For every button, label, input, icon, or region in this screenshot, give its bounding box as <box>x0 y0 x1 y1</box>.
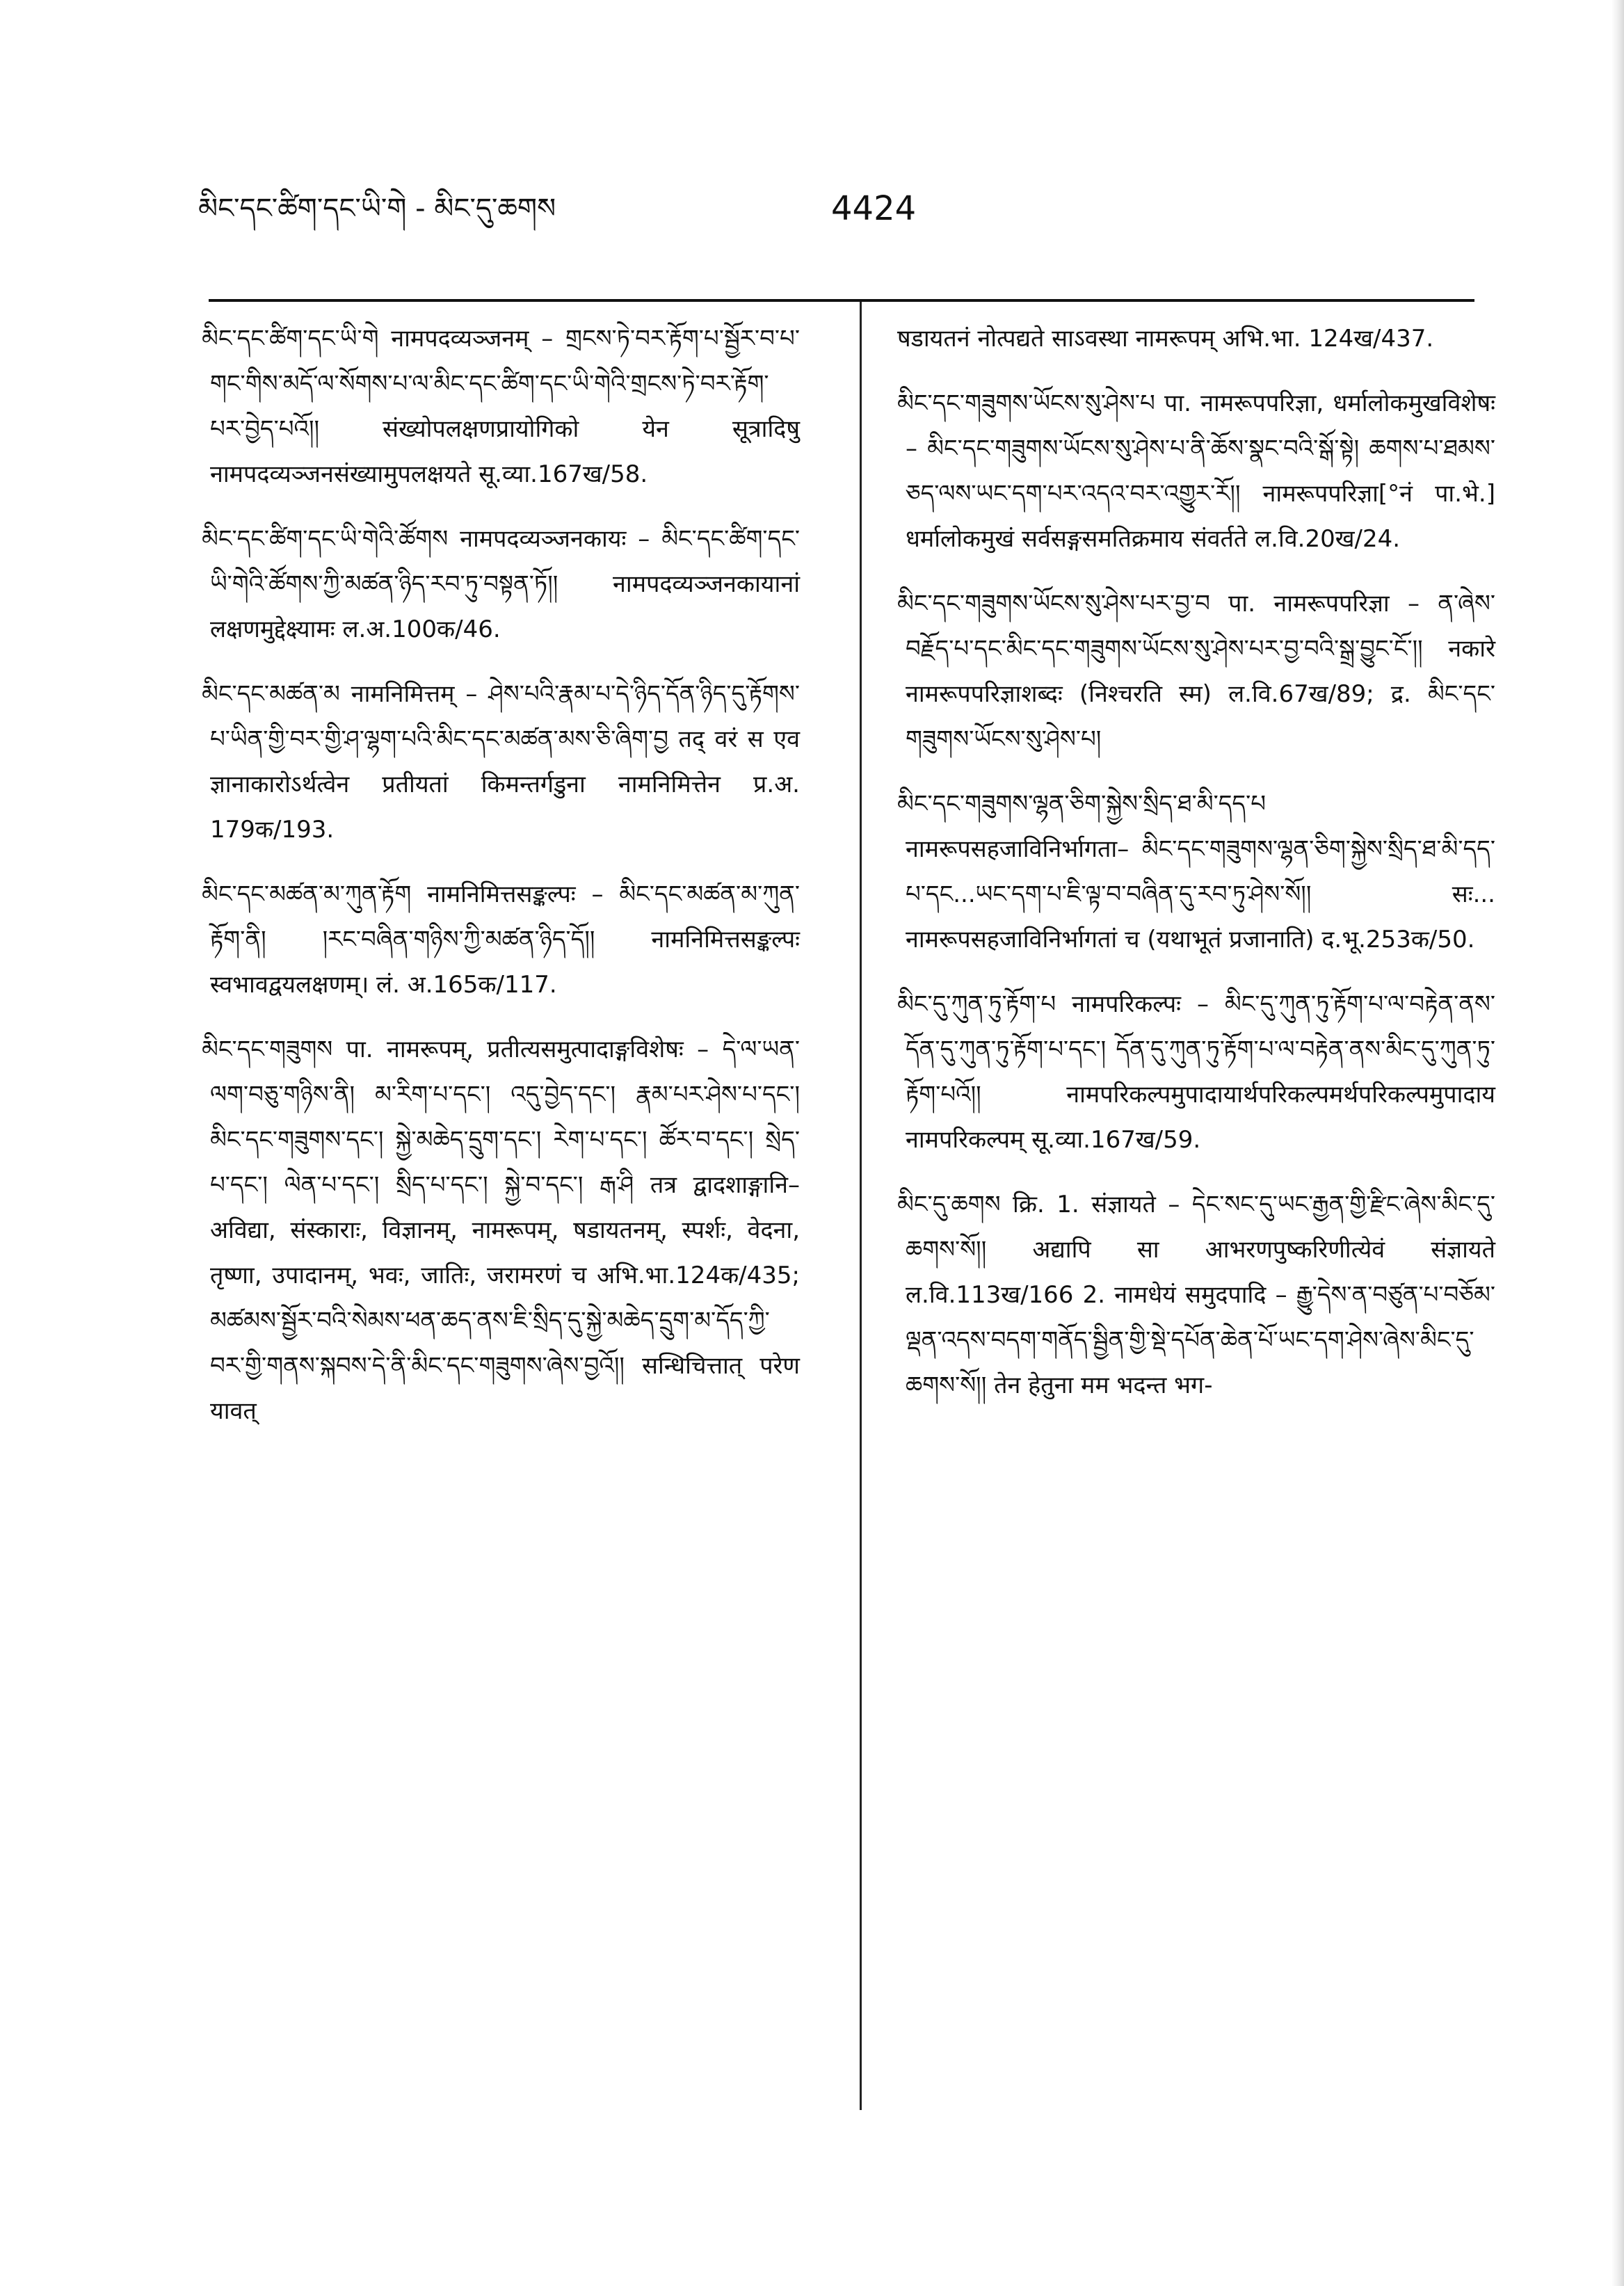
dictionary-entry: མིང་དང་ཚིག་དང་ཡི་གེ नामपदव्यञ्जनम् – གྲངས་ཏེ་བར་རྟོག་པ་སྦྱོར་བ་པ་གང་གིས་མདོ་ལ་སོགས་པ་ལ་མིང་དང་ཚིག་དང་ཡི་གེའི་གྲངས་ཏེ་བར་རྟོག་པར་བྱེད་པའོ།། संख्योपलक्षणप्रायोगिको येन सूत्रादिषु नामपदव्यञ्जनसंख्यामुपलक्षयते सू.व्या.167ख/58. <box>202 325 800 488</box>
page-number: 4424 <box>831 189 917 228</box>
column-divider <box>860 302 862 2110</box>
page-header <box>198 188 1471 243</box>
dictionary-entry: མིང་དང་གཟུགས་ཡོངས་སུ་ཤེས་པར་བྱ་བ पा. नामरूपपरिज्ञा – ན་ཞེས་བརྗོད་པ་དང་མིང་དང་གཟུགས་ཡོངས་སུ་ཤེས་པར་བྱ་བའི་སྒྲ་བྱུང་ངོ་།། नकारे नामरूपपरिज्ञाशब्दः (निश्चरति स्म) ल.वि.67ख/89; द्र. མིང་དང་གཟུགས་ཡོངས་སུ་ཤེས་པ། <box>897 590 1495 753</box>
dictionary-entry: མིང་དུ་ཀུན་ཏུ་རྟོག་པ नामपरिकल्पः – མིང་དུ་ཀུན་ཏུ་རྟོག་པ་ལ་བརྟེན་ནས་དོན་དུ་ཀུན་ཏུ་རྟོག་པ་དང་། དོན་དུ་ཀུན་ཏུ་རྟོག་པ་ལ་བརྟེན་ནས་མིང་དུ་ཀུན་ཏུ་རྟོག་པའོ།། नामपरिकल्पमुपादायार्थपरिकल्पमर्थपरिकल्पमुपादाय नामपरिकल्पम् सू.व्या.167ख/59. <box>897 990 1495 1154</box>
dictionary-entry: མིང་དང་གཟུགས पा. नामरूपम्, प्रतीत्यसमुत्पादाङ्गविशेषः – དེ་ལ་ཡན་ལག་བཅུ་གཉིས་ནི། མ་རིག་པ་དང་། འདུ་བྱེད་དང་། རྣམ་པར་ཤེས་པ་དང་། མིང་དང་གཟུགས་དང་། སྐྱེ་མཆེད་དྲུག་དང་། རེག་པ་དང་། ཚོར་བ་དང་། སྲེད་པ་དང་། ལེན་པ་དང་། སྲིད་པ་དང་། སྐྱེ་བ་དང་། རྒ་ཤི तत्र द्वादशाङ्गानि–अविद्या, संस्काराः, विज्ञानम्, नामरूपम्, षडायतनम्, स्पर्शः, वेदना, तृष्णा, उपादानम्, भवः, जातिः, जरामरणं च अभि.भा.124क/435; མཚམས་སྦྱོར་བའི་སེམས་ཕན་ཆད་ནས་ཇི་སྲིད་དུ་སྐྱེ་མཆེད་དྲུག་མ་དོད་ཀྱི་བར་གྱི་གནས་སྐབས་དེ་ནི་མིང་དང་གཟུགས་ཞེས་བྱའོ།། सन्धिचित्तात् परेण यावत् <box>202 1036 800 1425</box>
dictionary-entry: མིང་དང་གཟུགས་ལྷན་ཅིག་སྐྱེས་སྲིད་ཐ་མི་དད་པ नामरूपसहजाविनिर्भागता– མིང་དང་གཟུགས་ལྷན་ཅིག་སྐྱེས་སྲིད་ཐ་མི་དད་པ་དང...ཡང་དག་པ་ཇི་ལྟ་བ་བཞིན་དུ་རབ་ཏུ་ཤེས་སོ།། सः... नामरूपसहजाविनिर्भागतां च (यथाभूतं प्रजानाति) द.भू.253क/50. <box>897 790 1495 953</box>
entry-continuation: षडायतनं नोत्पद्यते साऽवस्था नामरूपम् अभि.भा. 124ख/437. <box>897 325 1434 353</box>
right-column <box>897 316 1495 1428</box>
dictionary-entry: མིང་དུ་ཆགས क्रि. 1. संज्ञायते – དེང་སང་དུ་ཡང་རྒྱན་གྱི་རྫིང་ཞེས་མིང་དུ་ཆགས་སོ།། अद्यापि सा आभरणपुष्करिणीत्येवं संज्ञायते ल.वि.113ख/166 2. नामधेयं समुदपादि – རྒྱུ་དེས་ན་བཙུན་པ་བཅོམ་ལྡན་འདས་བདག་གནོད་སྦྱིན་གྱི་སྡེ་དཔོན་ཆེན་པོ་ཡང་དག་ཤེས་ཞེས་མིང་དུ་ཆགས་སོ།། तेन हेतुना मम भदन्त भग- <box>897 1191 1495 1399</box>
dictionary-entry: མིང་དང་གཟུགས་ཡོངས་སུ་ཤེས་པ पा. नामरूपपरिज्ञा, धर्मालोकमुखविशेषः – མིང་དང་གཟུགས་ཡོངས་སུ་ཤེས་པ་ནི་ཆོས་སྣང་བའི་སྒོ་སྟེ། ཆགས་པ་ཐམས་ཅད་ལས་ཡང་དག་པར་འདའ་བར་འགྱུར་རོ།། नामरूपपरिज्ञा[°नं पा.भे.] धर्मालोकमुखं सर्वसङ्गसमतिक्रमाय संवर्तते ल.वि.20ख/24. <box>897 389 1495 553</box>
dictionary-entry: མིང་དང་མཚན་མ नामनिमित्तम् – ཤེས་པའི་རྣམ་པ་དེ་ཉིད་དོན་ཉིད་དུ་རྟོགས་པ་ཡིན་གྱི་བར་གྱི་ཤ་ལྷག་པའི་མིང་དང་མཚན་མས་ཅི་ཞིག་བྱ तद् वरं स एव ज्ञानाकारोऽर्थत्वेन प्रतीयतां किमन्तर्गडुना नामनिमित्तेन प्र.अ. 179क/193. <box>202 680 800 844</box>
dictionary-entry: མིང་དང་ཚིག་དང་ཡི་གེའི་ཚོགས नामपदव्यञ्जनकायः – མིང་དང་ཚིག་དང་ཡི་གེའི་ཚོགས་ཀྱི་མཚན་ཉིད་རབ་ཏུ་བསྟན་ཏོ།། नामपदव्यञ्जनकायानां लक्षणमुद्देक्ष्यामः ल.अ.100क/46. <box>202 525 800 643</box>
header-rule <box>209 299 1474 302</box>
page-edge <box>1611 0 1624 2286</box>
left-column <box>202 316 800 1454</box>
dictionary-entry: མིང་དང་མཚན་མ་ཀུན་རྟོག नामनिमित्तसङ्कल्पः – མིང་དང་མཚན་མ་ཀུན་རྟོག་ནི། །རང་བཞིན་གཉིས་ཀྱི་མཚན་ཉིད་དོ།། नामनिमित्तसङ्कल्पः स्वभावद्वयलक्षणम्। लं. अ.165क/117. <box>202 880 800 999</box>
running-head: མིང་དང་ཚིག་དང་ཡི་གེ - མིང་དུ་ཆགས <box>198 193 556 225</box>
